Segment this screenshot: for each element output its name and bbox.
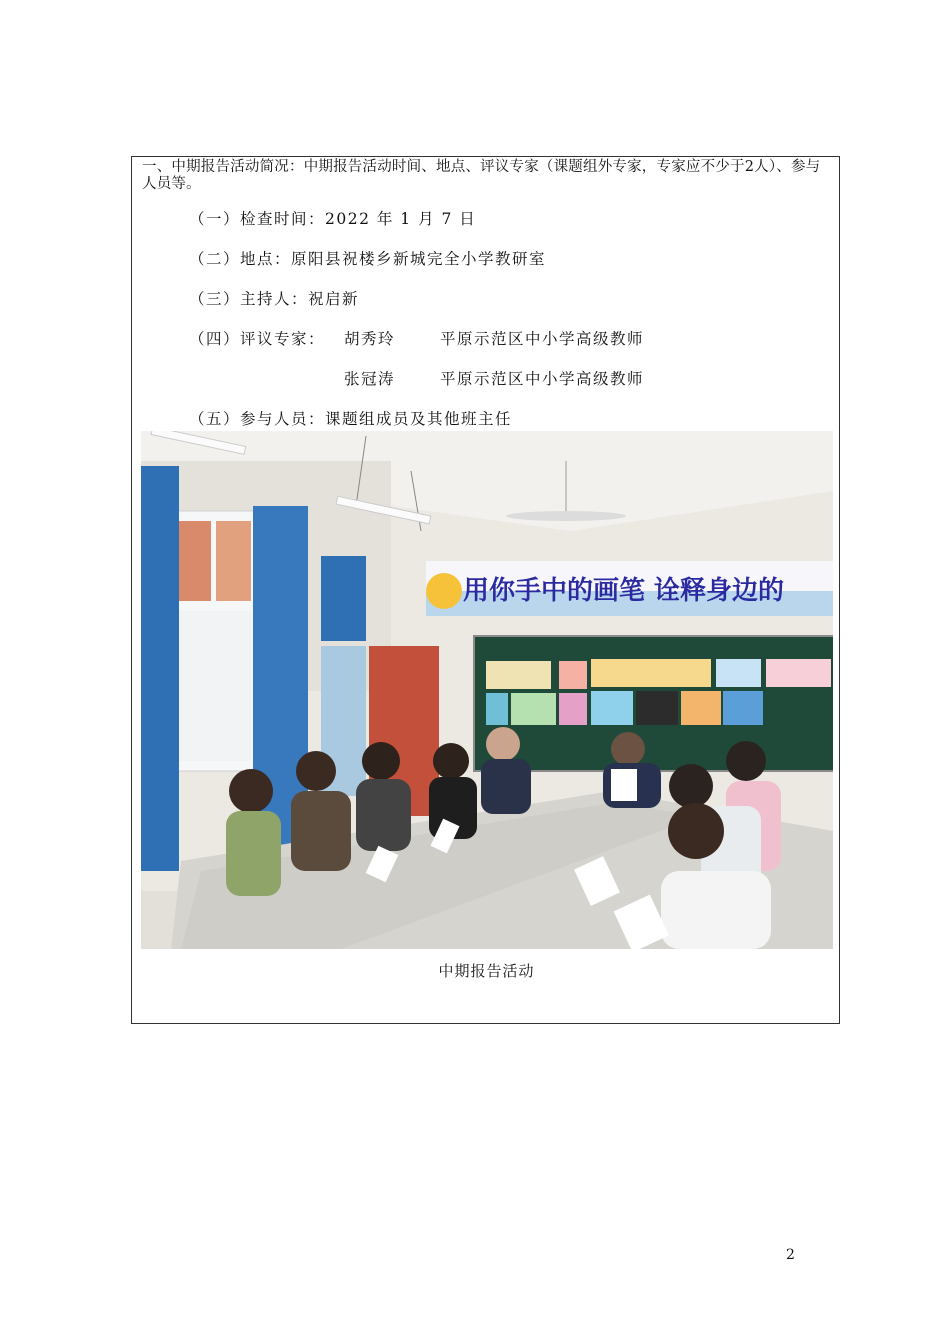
report-frame — [131, 156, 840, 1024]
expert-2-title: 平原示范区中小学高级教师 — [440, 370, 645, 388]
banner-text: 用你手中的画笔 诠释身边的 — [463, 576, 785, 606]
classroom-illustration — [141, 431, 833, 949]
expert-1-title: 平原示范区中小学高级教师 — [440, 330, 645, 348]
page-number: 2 — [786, 1247, 795, 1263]
expert-1-name: 胡秀玲 — [344, 330, 396, 348]
experts-label: （四）评议专家： — [189, 330, 326, 348]
expert-2-name: 张冠涛 — [344, 370, 396, 388]
section-heading: 一、中期报告活动简况：中期报告活动时间、地点、评议专家（课题组外专家，专家应不少于2人）、参与人员等。 — [142, 159, 821, 192]
participants: （五）参与人员：课题组成员及其他班主任 — [189, 410, 513, 428]
photo-caption: 中期报告活动 — [438, 962, 535, 980]
inspection-time: （一）检查时间：2022 年 1 月 7 日 — [189, 210, 477, 228]
host: （三）主持人：祝启新 — [189, 290, 360, 308]
location: （二）地点：原阳县祝楼乡新城完全小学教研室 — [189, 250, 547, 268]
meeting-photo — [141, 431, 833, 949]
